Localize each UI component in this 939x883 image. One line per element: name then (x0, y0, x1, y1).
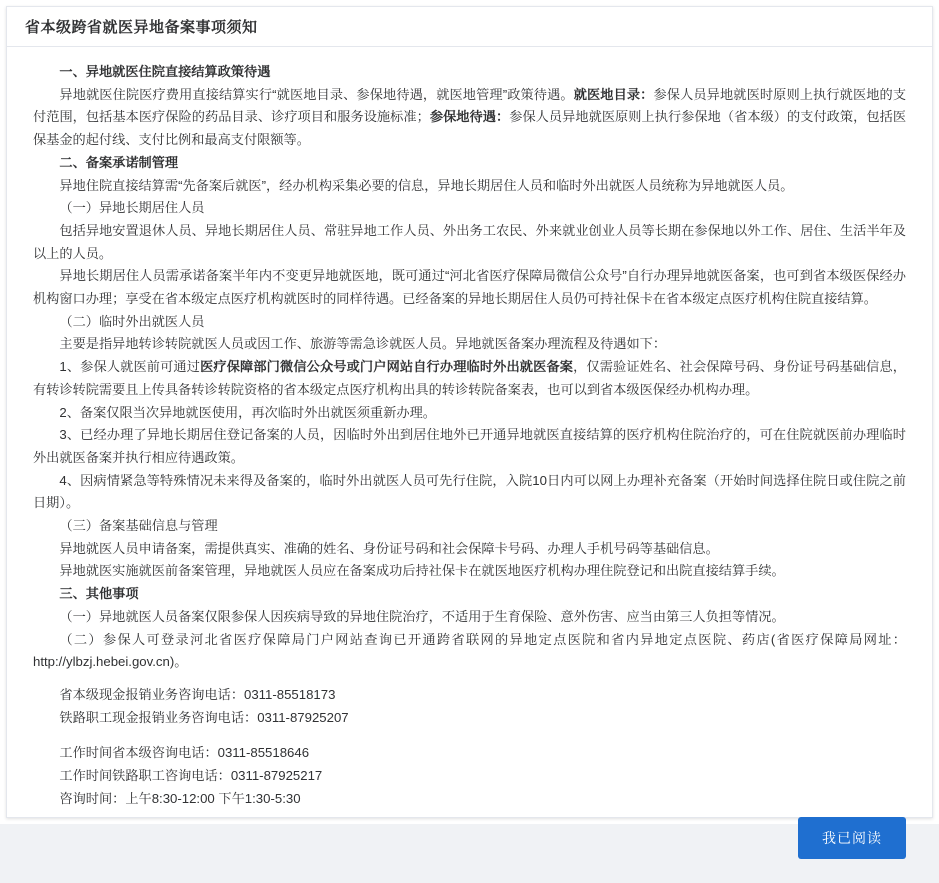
contact-block (33, 684, 906, 811)
subsection-heading-2: （二）临时外出就医人员 (59, 313, 205, 329)
paragraph-other-item-2: （二）参保人可登录河北省医疗保障局门户网站查询已开通跨省联网的异地定点医院和省内异地定点医院、药店(省医疗保障局网址：http://ylbzj.hebei.gov.cn)。 (33, 631, 906, 670)
confirm-read-button[interactable]: 我已阅读 (798, 817, 906, 859)
paragraph-temporary-item-2: 2、备案仅限当次异地就医使用，再次临时外出就医须重新办理。 (59, 404, 436, 420)
notice-content (33, 61, 906, 811)
section-heading-1: 一、异地就医住院直接结算政策待遇 (59, 64, 271, 79)
paragraph-long-term-process: 异地长期居住人员需承诺备案半年内不变更异地就医地，既可通过“河北省医疗保障局微信公众号”自行办理异地就医备案，也可到省本级医保经办机构窗口办理；享受在省本级定点医疗机构就医时的同样待遇。已经备案的异地长期居住人员仍可持社保卡在省本级定点医疗机构住院直接结算。 (33, 268, 906, 307)
text-p1a: 异地就医住院医疗费用直接结算实行“就医地目录、参保地待遇，就医地管理”政策待遇。 (59, 86, 574, 102)
paragraph-record-management: 异地就医实施就医前备案管理，异地就医人员应在备案成功后持社保卡在就医地医疗机构办理住院登记和出院直接结算手续。 (59, 563, 785, 579)
paragraph-temporary-item-4: 4、因病情紧急等特殊情况未来得及备案的，临时外出就医人员可先行住院，入院10日内可以网上办理补充备案（开始时间选择住院日或住院之前日期）。 (33, 472, 906, 511)
contact-phone-provincial-reimbursement: 省本级现金报销业务咨询电话：0311-85518173 (59, 686, 336, 702)
text-p1d: 参保地待遇： (429, 109, 510, 125)
paragraph-settlement-policy (33, 84, 906, 152)
contact-phone-railway-reimbursement: 铁路职工现金报销业务咨询电话：0311-87925207 (59, 709, 349, 725)
paragraph-record-commitment: 异地住院直接结算需“先备案后就医”，经办机构采集必要的信息，异地长期居住人员和临时外出就医人员统称为异地就医人员。 (59, 177, 794, 193)
page-title: 省本级跨省就医异地备案事项须知 (25, 19, 258, 36)
text-p1b: 就医地目录： (573, 86, 654, 102)
paragraph-other-item-1: （一）异地就医人员备案仅限参保人因疾病导致的异地住院治疗，不适用于生育保险、意外伤害、应当由第三人负担等情况。 (59, 608, 785, 624)
dialog-footer (7, 811, 932, 883)
text-p6a: 1、参保人就医前可通过 (59, 359, 201, 375)
subsection-heading-1: （一）异地长期居住人员 (59, 200, 205, 216)
paragraph-temporary-item-3: 3、已经办理了异地长期居住登记备案的人员，因临时外出到居住地外已开通异地就医直接结算的医疗机构住院治疗的，可在住院就医前办理临时外出就医备案并执行相应待遇政策。 (33, 427, 906, 465)
text-p1c: 参保人员异地就医时原则上执行就医地的支付范围，包括基本医疗保险的药品目录、诊疗项目和服务设施标准； (33, 86, 907, 125)
paragraph-basic-info: 异地就医人员申请备案，需提供真实、准确的姓名、身份证号码和社会保障卡号码、办理人手机号码等基础信息。 (59, 540, 719, 556)
text-p6c: ，仅需验证姓名、社会保障号码、身份证号码基础信息，有转诊转院需要且上传具备转诊转院资格的省本级定点医疗机构出具的转诊转院备案表，也可以到省本级医保经办机构办理。 (33, 359, 906, 397)
contact-phone-provincial-worktime: 工作时间省本级咨询电话：0311-85518646 (59, 745, 310, 761)
text-p6b: 医疗保障部门微信公众号或门户网站自行办理临时外出就医备案 (200, 359, 574, 375)
section-heading-2: 二、备案承诺制管理 (59, 154, 179, 170)
spacer (33, 729, 906, 742)
section-heading-3: 三、其他事项 (59, 586, 139, 602)
subsection-heading-3: （三）备案基础信息与管理 (59, 518, 218, 534)
contact-hours: 咨询时间：上午8:30-12:00 下午1:30-5:30 (59, 790, 301, 806)
contact-phone-railway-worktime: 工作时间铁路职工咨询电话：0311-87925217 (59, 768, 323, 784)
dialog-header (7, 7, 932, 47)
paragraph-long-term-scope: 包括异地安置退休人员、异地长期居住人员、常驻异地工作人员、外出务工农民、外来就业创业人员等长期在参保地以外工作、居住、生活半年及以上的人员。 (33, 222, 906, 261)
notice-dialog (6, 6, 933, 846)
dialog-body (7, 47, 932, 811)
text-p1e: 参保人员异地就医原则上执行参保地（省本级）的支付政策，包括医保基金的起付线、支付比例和最高支付限额等。 (33, 109, 907, 148)
paragraph-temporary-item-1 (33, 356, 906, 401)
paragraph-temporary-intro: 主要是指异地转诊转院就医人员或因工作、旅游等需急诊就医人员。异地就医备案办理流程及待遇如下： (59, 336, 667, 352)
